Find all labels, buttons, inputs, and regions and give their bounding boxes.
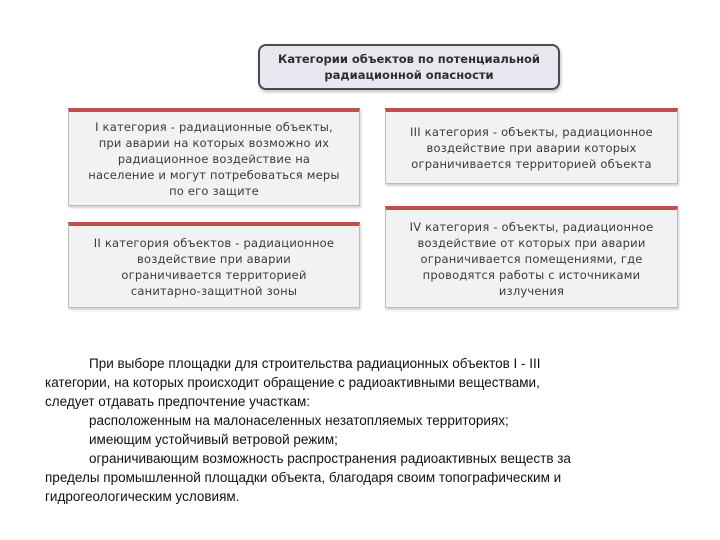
category-3-box <box>385 108 678 184</box>
diagram-title-text: Категории объектов по потенциальной радиационной опасности <box>278 52 540 82</box>
category-1-box <box>68 108 360 206</box>
text-line-1: При выборе площадки для строительства радиационных объектов I - III <box>89 356 541 371</box>
category-3-text: III категория - объекты, радиационное воздействие при аварии которых ограничивается территорией объекта <box>410 124 653 171</box>
text-line-2: категории, на которых происходит обращение с радиоактивными веществами, <box>45 375 540 390</box>
text-line-6: ограничивающим возможность распространения радиоактивных веществ за <box>89 451 571 466</box>
category-4-text: IV категория - объекты, радиационное воздействие от которых при аварии ограничивается помещениями, где проводятся работы с источниками излучения <box>409 219 654 298</box>
text-line-3: следует отдавать предпочтение участкам: <box>45 394 311 409</box>
category-4-box <box>385 206 678 308</box>
category-2-text: II категория объектов - радиационное воздействие при аварии ограничивается территорией санитарно-защитной зоны <box>93 235 335 298</box>
category-2-box <box>68 222 360 308</box>
text-line-5: имеющим устойчивый ветровой режим; <box>89 432 338 447</box>
category-1-text: I категория - радиационные объекты, при аварии на которых возможно их радиационное воздействие на население и могут потребоваться меры по его защите <box>88 119 340 198</box>
text-line-7: пределы промышленной площадки объекта, благодаря своим топографическим и <box>45 470 562 485</box>
diagram-title <box>258 44 560 90</box>
text-line-8: гидрогеологическим условиям. <box>45 489 240 504</box>
text-line-4: расположенным на малонаселенных незатопляемых территориях; <box>89 413 509 428</box>
